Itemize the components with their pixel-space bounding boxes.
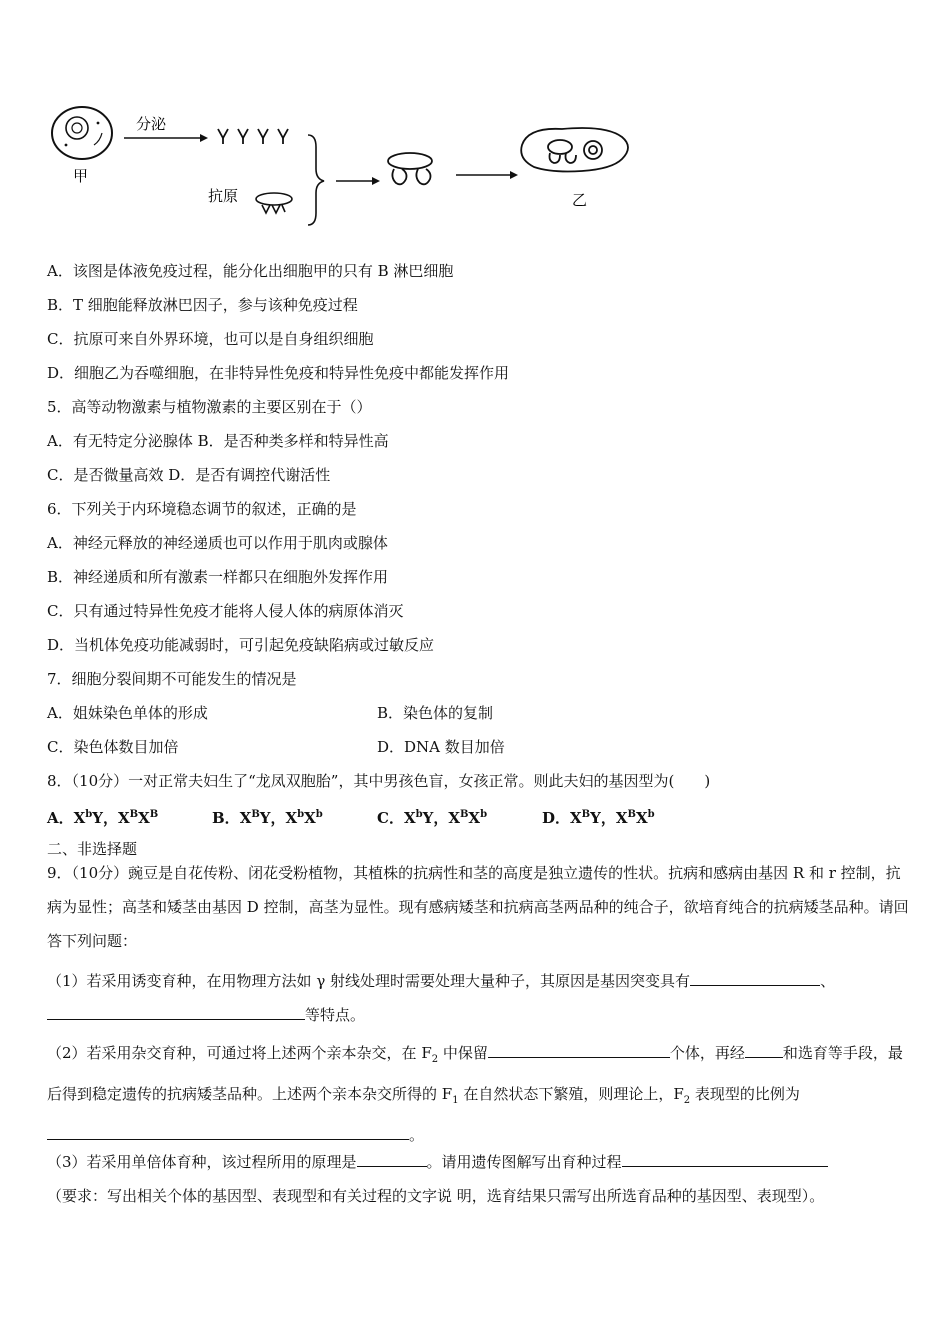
q9-part1: （1）若采用诱变育种，在用物理方法如 γ 射线处理时需要处理大量种子，其原因是基因突变具有 、 等特点。 xyxy=(47,964,909,1032)
cell-yi-phagocyte-icon xyxy=(521,128,628,172)
q8-stem: 8．（10分）一对正常夫妇生了“龙凤双胞胎”，其中男孩色盲，女孩正常。则此夫妇的基因型为( ) xyxy=(47,772,711,790)
q8-option-a: A．$X^bY$，$X^BX^B$ xyxy=(47,809,159,827)
q7-option-d: D．DNA 数目加倍 xyxy=(377,738,505,756)
q9-stem: 9．（10分）豌豆是自花传粉、闭花受粉植物，其植株的抗病性和茎的高度是独立遗传的性状。抗病和感病由基因 R 和 r 控制，抗病为显性；高茎和矮茎由基因 D 控制，高茎为显性。现有感病矮茎和抗病高茎两品种的纯合子，欲培育纯合的抗病矮茎品种。请回答下列问题： xyxy=(47,864,909,950)
brace xyxy=(308,135,324,225)
antibodies-icon xyxy=(218,129,288,144)
q7-option-a: A．姐妹染色单体的形成 xyxy=(47,704,208,722)
cell-jia-icon xyxy=(52,107,112,159)
label-jia: 甲 xyxy=(73,167,89,185)
q5-options-ab: A．有无特定分泌腺体 B．是否种类多样和特异性高 xyxy=(47,432,389,450)
label-yi: 乙 xyxy=(572,191,588,209)
blank[interactable] xyxy=(690,969,820,986)
blank[interactable] xyxy=(488,1041,670,1058)
q9-part3: （3）若采用单倍体育种，该过程所用的原理是 。请用遗传图解写出育种过程 （要求：写出相关个体的基因型、表现型和有关过程的文字说 明，选育结果只需写出所选育品种的基因型、表现型）。 xyxy=(47,1145,909,1213)
q4-option-c: C．抗原可来自外界环境，也可以是自身组织细胞 xyxy=(47,330,374,348)
blank[interactable] xyxy=(745,1041,783,1058)
label-kangyuan: 抗原 xyxy=(208,187,239,205)
q8-option-c: C．$X^bY$，$X^BX^b$ xyxy=(377,809,488,827)
q8-option-b: B．$X^BY$，$X^bX^b$ xyxy=(212,809,323,827)
blank[interactable] xyxy=(357,1150,427,1167)
q7-option-b: B．染色体的复制 xyxy=(377,704,494,722)
q6-option-d: D．当机体免疫功能减弱时，可引起免疫缺陷病或过敏反应 xyxy=(47,636,435,654)
q6-stem: 6．下列关于内环境稳态调节的叙述，正确的是 xyxy=(47,500,357,518)
q9-part2: （2）若采用杂交育种，可通过将上述两个亲本杂交，在 $F_2$ 中保留 个体，再经 和选育等手段，最后得到稳定遗传的抗病矮茎品种。上述两个亲本杂交所得的 $F_1$ 在自然状态下繁殖，则理论上，$F_2$ 表现型的比例为。 xyxy=(47,1036,909,1152)
q6-option-b: B．神经递质和所有激素一样都只在细胞外发挥作用 xyxy=(47,568,389,586)
antigen-antibody-complex-icon xyxy=(388,153,432,184)
antigen-icon xyxy=(256,193,292,213)
q5-stem: 5．高等动物激素与植物激素的主要区别在于（） xyxy=(47,398,372,416)
q6-option-a: A．神经元释放的神经递质也可以作用于肌肉或腺体 xyxy=(47,534,388,552)
q4-option-b: B．T 细胞能释放淋巴因子，参与该种免疫过程 xyxy=(47,296,358,314)
blank[interactable] xyxy=(47,1003,305,1020)
q8-option-d: D．$X^BY$，$X^BX^b$ xyxy=(542,809,655,827)
q7-stem: 7．细胞分裂间期不可能发生的情况是 xyxy=(47,670,297,688)
immune-diagram xyxy=(40,95,650,230)
q4-option-a: A．该图是体液免疫过程，能分化出细胞甲的只有 B 淋巴细胞 xyxy=(47,262,454,280)
q6-option-c: C．只有通过特异性免疫才能将人侵人体的病原体消灭 xyxy=(47,602,404,620)
q5-options-cd: C．是否微量高效 D．是否有调控代谢活性 xyxy=(47,466,331,484)
section-title: 二、非选择题 xyxy=(47,840,138,858)
blank[interactable] xyxy=(47,1123,409,1140)
blank[interactable] xyxy=(622,1150,828,1167)
q4-option-d: D．细胞乙为吞噬细胞，在非特异性免疫和特异性免疫中都能发挥作用 xyxy=(47,364,510,382)
label-fenmi: 分泌 xyxy=(136,115,167,133)
q7-option-c: C．染色体数目加倍 xyxy=(47,738,179,756)
